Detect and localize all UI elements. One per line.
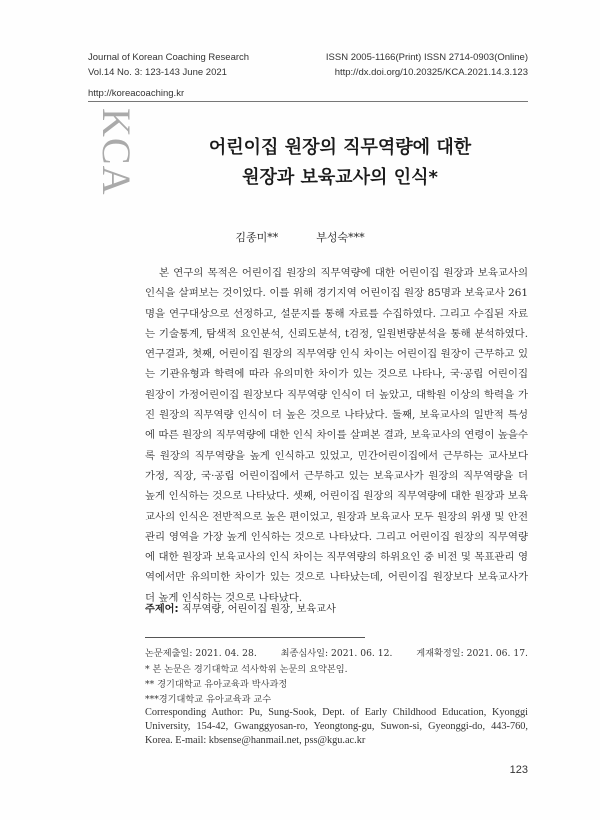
- submitted-date: 논문제출일: 2021. 04. 28.: [145, 648, 257, 659]
- author-1: 김종미**: [235, 231, 279, 244]
- footnote-dates: [145, 645, 528, 659]
- keywords: [145, 600, 336, 615]
- reviewed-date: 최종심사일: 2021. 06. 12.: [280, 648, 393, 659]
- keywords-label: 주제어:: [145, 604, 179, 615]
- abstract-text: 본 연구의 목적은 어린이집 원장의 직무역량에 대한 어린이집 원장과 보육교사의 인식을 살펴보는 것이었다. 이를 위해 경기지역 어린이집 원장 85명과 보육교사 261명을 연구대상으로 선정하고, 설문지를 통해 자료를 수집하였다. 그리고 수집된 자료는 기술통계, 탐색적 요인분석, 신뢰도분석, t검정, 일원변량분석을 통해 분석하였다. 연구결과, 첫째, 어린이집 원장의 직무역량 인식 차이는 어린이집 원장이 근무하고 있는 기관유형과 학력에 따라 유의미한 차이가 있는 것으로 나타나, 국·공립 어린이집 원장이 가정어린이집 원장보다 직무역량 인식이 더 높았고, 대학원 이상의 학력을 가진 원장의 직무역량 인식이 더 높은 것으로 나타났다. 둘째, 보육교사의 일반적 특성에 따른 원장의 직무역량에 대한 인식 차이를 살펴본 결과, 보육교사의 연령이 높을수록 원장의 직무역량을 높게 인식하고 있었고, 민간어린이집에서 근무하는 교사보다 가정, 직장, 국·공립 어린이집에서 근무하고 있는 보육교사가 원장의 직무역량을 더 높게 인식하는 것으로 나타났다. 셋째, 어린이집 원장의 직무역량에 대한 원장과 보육교사의 인식은 전반적으로 높은 편이었고, 원장과 보육교사 모두 원장의 위생 및 안전관리 영역을 가장 높게 인식하는 것으로 나타났다. 그리고 어린이집 원장의 직무역량에 대한 원장과 보육교사의 인식 차이는 직무역량의 하위요인 중 비전 및 목표관리 영역에서만 유의미한 차이가 있는 것으로 나타났는데, 어린이집 원장보다 보육교사가 더 높게 인식하는 것으로 나타났다.: [145, 267, 528, 604]
- corresponding-author: Corresponding Author: Pu, Sung-Sook, Dept. of Early Childhood Education, Kyonggi University, 154-42, Gwanggyosan-ro, Yeongtong-gu, Suwon-si, Gyeonggi-do, 443-760, Korea. E-mail: kbsense@hanmail.net, pss@kgu.ac.kr: [145, 707, 528, 746]
- paper-title-line2: 원장과 보육교사의 인식*: [242, 167, 438, 188]
- keywords-terms: 직무역량, 어린이집 원장, 보육교사: [181, 604, 336, 615]
- header-divider: [88, 101, 528, 102]
- footnote-divider: [145, 637, 365, 638]
- issn-info: ISSN 2005-1166(Print) ISSN 2714-0903(Online): [325, 52, 528, 63]
- kca-logo: KCA: [94, 108, 139, 196]
- author-2: 부성숙***: [316, 231, 365, 244]
- doi-link[interactable]: http://dx.doi.org/10.20325/KCA.2021.14.3.123: [334, 67, 528, 78]
- volume-info: Vol.14 No. 3: 123-143 June 2021: [88, 67, 227, 78]
- footnote-3: ***경기대학교 유아교육과 교수: [145, 694, 272, 705]
- website-link[interactable]: http://koreacoaching.kr: [88, 88, 185, 99]
- paper-title-line1: 어린이집 원장의 직무역량에 대한: [208, 137, 472, 158]
- footnote-1: * 본 논문은 경기대학교 석사학위 논문의 요약본임.: [145, 664, 348, 675]
- page-number: 123: [509, 764, 528, 776]
- accepted-date: 게재확정일: 2021. 06. 17.: [416, 648, 528, 659]
- author-list: [0, 229, 600, 245]
- journal-name: Journal of Korean Coaching Research: [88, 52, 250, 63]
- footnote-2: ** 경기대학교 유아교육과 박사과정: [145, 679, 288, 690]
